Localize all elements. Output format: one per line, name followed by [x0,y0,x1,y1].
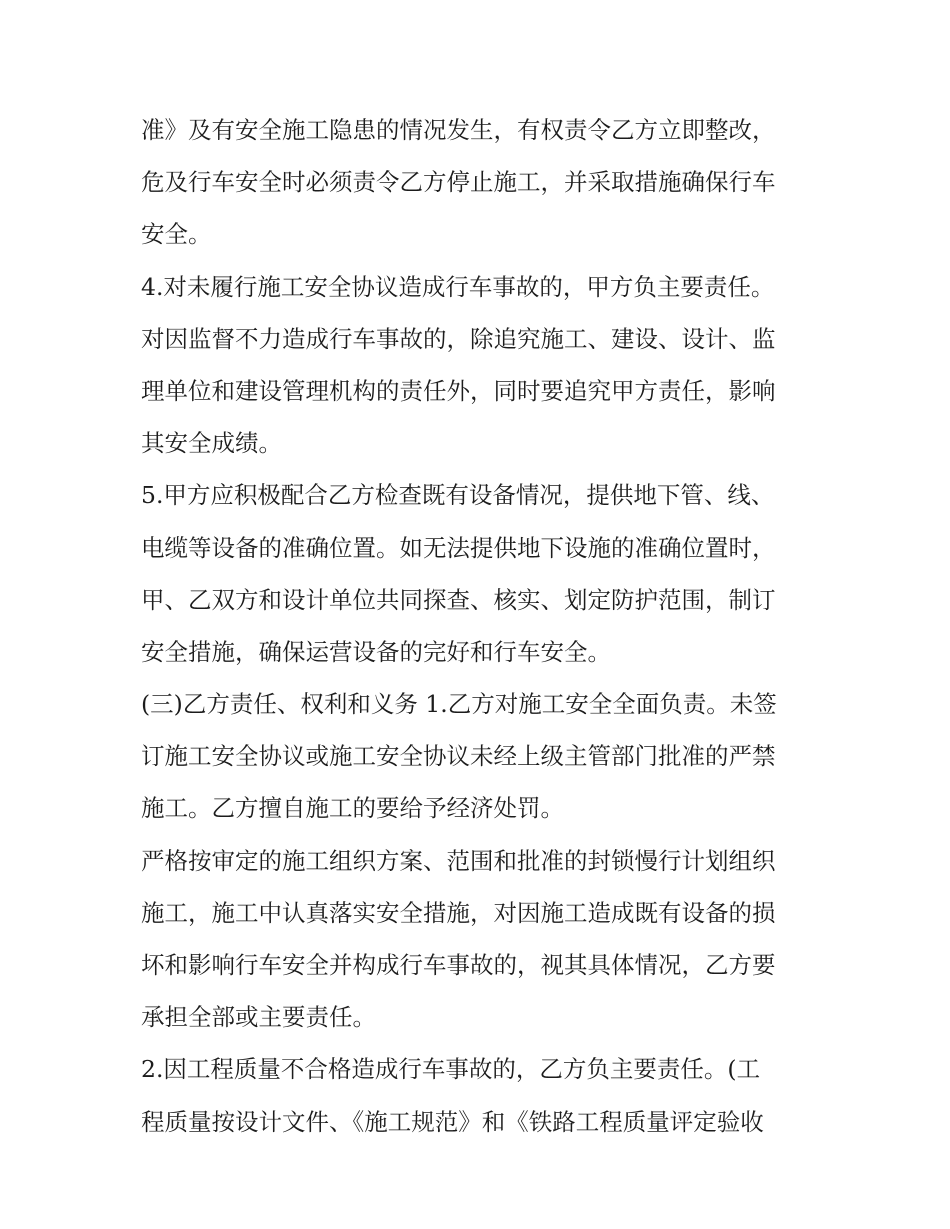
text-line: 施工，施工中认真落实安全措施，对因施工造成既有设备的损 [141,898,776,927]
text-line: 安全措施，确保运营设备的完好和行车安全。 [141,637,611,666]
text-line: 电缆等设备的准确位置。如无法提供地下设施的准确位置时， [141,533,776,562]
text-line: 准》及有安全施工隐患的情况发生，有权责令乙方立即整改， [141,116,776,144]
text-line: 2.因工程质量不合格造成行车事故的，乙方负主要责任。(工 [141,1055,761,1084]
text-line: 5.甲方应积极配合乙方检查既有设备情况，提供地下管、线、 [141,481,775,510]
text-line: 理单位和建设管理机构的责任外，同时要追究甲方责任，影响 [141,376,776,405]
text-line: 严格按审定的施工组织方案、范围和批准的封锁慢行计划组织 [141,846,776,875]
text-line: 程质量按设计文件、《施工规范》和《铁路工程质量评定验收 [141,1107,764,1136]
text-line: (三)乙方责任、权利和义务 1.乙方对施工安全全面负责。未签 [141,690,777,719]
text-line: 承担全部或主要责任。 [141,1003,376,1032]
text-line: 安全。 [141,220,212,249]
text-line: 订施工安全协议或施工安全协议未经上级主管部门批准的严禁 [141,742,776,771]
body-text [141,104,821,1148]
text-line: 危及行车安全时必须责令乙方停止施工，并采取措施确保行车 [141,168,776,197]
text-line: 其安全成绩。 [141,429,282,458]
text-line: 甲、乙双方和设计单位共同探查、核实、划定防护范围，制订 [141,585,776,614]
text-line: 坏和影响行车安全并构成行车事故的，视其具体情况，乙方要 [141,951,776,979]
text-line: 施工。乙方擅自施工的要给予经济处罚。 [141,794,564,823]
text-line: 4.对未履行施工安全协议造成行车事故的，甲方负主要责任。 [141,272,775,301]
text-line: 对因监督不力造成行车事故的，除追究施工、建设、设计、监 [141,324,776,353]
